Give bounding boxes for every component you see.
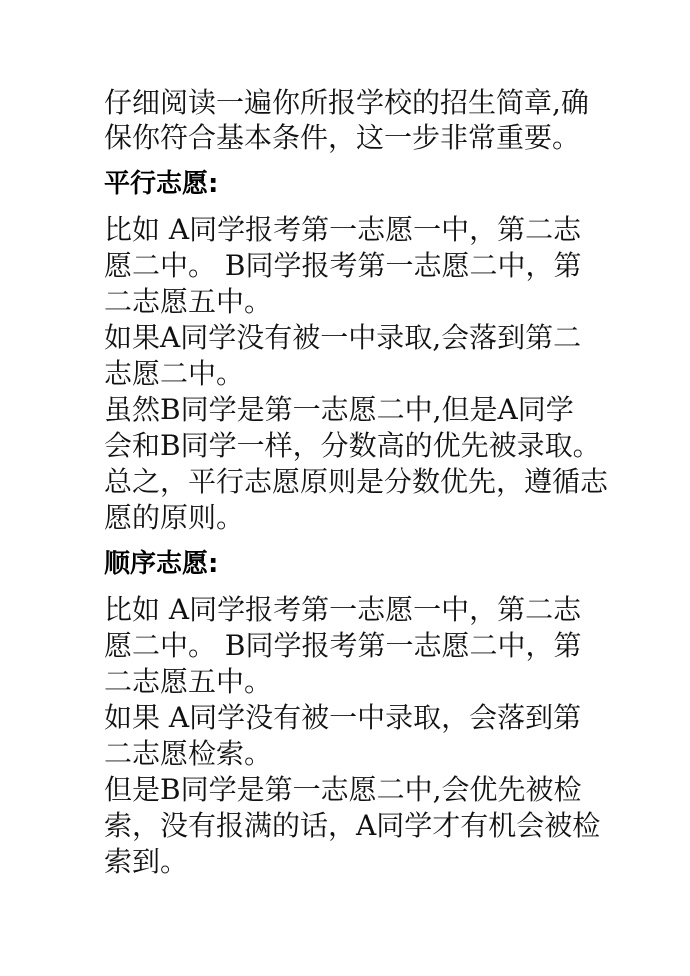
intro-line-1: 仔细阅读一遍你所报学校的招生简章,确 [104, 86, 589, 119]
parallel-line-4: 如果A同学没有被一中录取,会落到第二 [104, 321, 582, 354]
parallel-heading: 平行志愿: [104, 169, 219, 199]
sequential-heading: 顺序志愿: [104, 549, 219, 579]
sequential-line-6: 但是B同学是第一志愿二中,会优先被检 [104, 773, 582, 806]
parallel-line-5: 志愿二中。 [104, 357, 245, 390]
parallel-line-7: 会和B同学一样，分数高的优先被录取。 [104, 429, 601, 462]
sequential-line-3: 二志愿五中。 [104, 665, 273, 698]
parallel-line-9: 愿的原则。 [104, 501, 245, 534]
sequential-line-5: 二志愿检索。 [104, 737, 273, 770]
parallel-line-1: 比如 A同学报考第一志愿一中，第二志 [104, 213, 582, 246]
sequential-line-4: 如果 A同学没有被一中录取，会落到第 [104, 701, 582, 734]
parallel-line-3: 二志愿五中。 [104, 285, 273, 318]
parallel-line-2: 愿二中。 B同学报考第一志愿二中，第 [104, 249, 582, 282]
sequential-line-2: 愿二中。 B同学报考第一志愿二中，第 [104, 629, 582, 662]
sequential-line-7: 索，没有报满的话，A同学才有机会被检 [104, 809, 601, 842]
sequential-line-8: 索到。 [104, 845, 189, 878]
parallel-line-6: 虽然B同学是第一志愿二中,但是A同学 [104, 393, 574, 426]
sequential-line-1: 比如 A同学报考第一志愿一中，第二志 [104, 593, 582, 626]
intro-line-2: 保你符合基本条件，这一步非常重要。 [104, 121, 581, 154]
parallel-line-8: 总之，平行志愿原则是分数优先，遵循志 [104, 465, 609, 498]
